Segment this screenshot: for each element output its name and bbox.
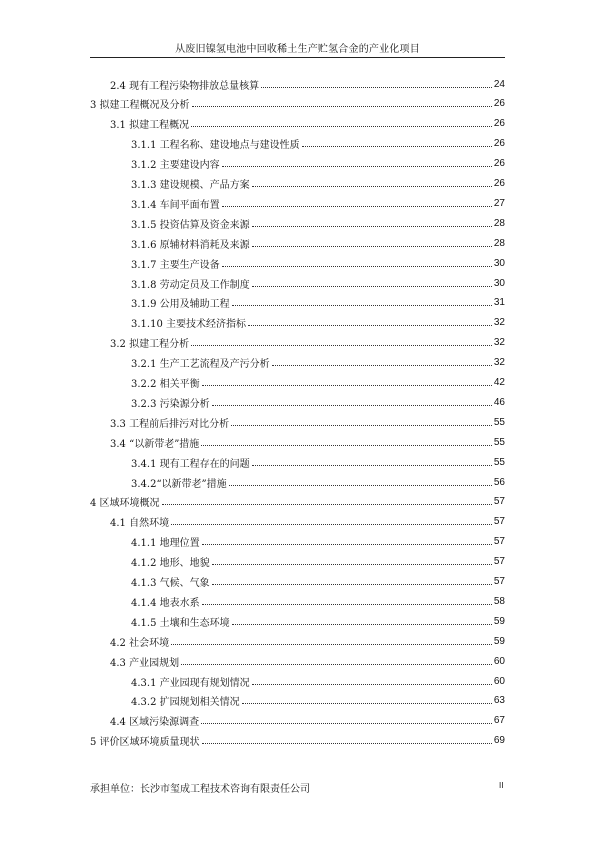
- toc-dot-leader: [252, 286, 492, 287]
- toc-dot-leader: [202, 604, 492, 605]
- toc-dot-leader: [248, 325, 492, 326]
- toc-entry-page: 60: [493, 675, 505, 687]
- toc-entry-page: 31: [493, 297, 505, 309]
- toc-entry-label: 4.2 社会环境: [110, 637, 170, 649]
- header-divider: [90, 57, 505, 58]
- toc-entry-label: 4.3.2 扩园规划相关情况: [131, 697, 240, 709]
- toc-dot-leader: [252, 465, 492, 466]
- toc-entry-label: 3.1.9 公用及辅助工程: [131, 299, 230, 311]
- toc-entry-label: 3.1.7 主要生产设备: [131, 259, 220, 271]
- toc-dot-leader: [192, 106, 492, 107]
- toc-entry-page: 24: [493, 78, 505, 90]
- toc-entry-page: 69: [493, 735, 505, 747]
- toc-entry[interactable]: [131, 273, 505, 293]
- toc-entry-label: 3.4.2“以新带老”措施: [131, 478, 227, 490]
- toc-dot-leader: [242, 703, 492, 704]
- toc-entry-page: 32: [493, 317, 505, 329]
- toc-dot-leader: [231, 425, 492, 426]
- toc-entry-page: 46: [493, 396, 505, 408]
- toc-entry-label: 3.1.6 原辅材料消耗及来源: [131, 239, 250, 251]
- toc-dot-leader: [232, 624, 492, 625]
- toc-entry-page: 26: [493, 178, 505, 189]
- toc-entry-label: 5 评价区域环境质量现状: [90, 737, 200, 749]
- toc-entry-page: 59: [493, 635, 505, 647]
- toc-entry[interactable]: [110, 711, 505, 731]
- toc-dot-leader: [202, 385, 492, 386]
- footer-company: 承担单位：长沙市玺成工程技术咨询有限责任公司: [90, 784, 310, 795]
- toc-entry-page: 28: [493, 217, 505, 229]
- toc-entry-label: 4.1.1 地理位置: [131, 538, 200, 550]
- toc-entry[interactable]: [131, 174, 505, 194]
- toc-entry-label: 3 拟建工程概况及分析: [90, 100, 190, 112]
- toc-dot-leader: [252, 186, 492, 187]
- toc-dot-leader: [229, 485, 492, 486]
- toc-entry-page: 58: [493, 595, 505, 607]
- toc-entry[interactable]: [131, 154, 505, 174]
- toc-entry[interactable]: [90, 94, 505, 114]
- toc-dot-leader: [252, 246, 492, 247]
- toc-dot-leader: [252, 226, 492, 227]
- toc-entry[interactable]: [131, 293, 505, 313]
- toc-entry[interactable]: [131, 591, 505, 611]
- toc-entry-page: 56: [493, 476, 505, 488]
- toc-entry-label: 3.1.10 主要技术经济指标: [131, 319, 246, 331]
- toc-dot-leader: [202, 743, 492, 744]
- toc-entry-page: 32: [493, 357, 505, 369]
- toc-entry[interactable]: [131, 213, 505, 233]
- toc-entry[interactable]: [110, 114, 505, 134]
- toc-dot-leader: [252, 684, 492, 685]
- toc-entry-page: 55: [493, 436, 505, 448]
- toc-entry-label: 3.1.8 劳动定员及工作制度: [131, 279, 250, 291]
- toc-entry-page: 30: [493, 257, 505, 269]
- toc-entry[interactable]: [131, 671, 505, 691]
- page-header-title: 从废旧镍氢电池中回收稀土生产贮氢合金的产业化项目: [175, 44, 420, 55]
- toc-entry-page: 55: [493, 456, 505, 468]
- toc-dot-leader: [191, 345, 492, 346]
- toc-dot-leader: [212, 584, 492, 585]
- toc-entry[interactable]: [110, 651, 505, 671]
- toc-entry-label: 4 区域环境概况: [90, 498, 160, 510]
- toc-entry[interactable]: [110, 631, 505, 651]
- toc-entry-page: 26: [493, 98, 505, 110]
- toc-dot-leader: [181, 664, 492, 665]
- toc-entry-label: 4.3 产业园规划: [110, 657, 180, 669]
- toc-entry-page: 57: [493, 496, 505, 508]
- toc-entry-page: 57: [493, 536, 505, 548]
- toc-dot-leader: [232, 305, 492, 306]
- toc-entry-label: 3.1.1 工程名称、建设地点与建设性质: [131, 140, 300, 152]
- toc-entry-page: 55: [493, 416, 505, 428]
- toc-entry-page: 67: [493, 715, 505, 727]
- toc-entry[interactable]: [131, 572, 505, 592]
- toc-entry-label: 3.4 “以新带老”措施: [110, 438, 200, 450]
- toc-entry[interactable]: [90, 731, 505, 751]
- toc-entry[interactable]: [110, 432, 505, 452]
- toc-entry[interactable]: [131, 472, 505, 492]
- toc-dot-leader: [202, 544, 492, 545]
- toc-entry-label: 3.1.5 投资估算及资金来源: [131, 219, 250, 231]
- toc-entry-label: 3.2.1 生产工艺流程及产污分析: [131, 359, 270, 371]
- toc-entry-label: 3.2.3 污染源分析: [131, 398, 210, 410]
- toc-dot-leader: [171, 524, 492, 525]
- toc-entry-label: 3.2 拟建工程分析: [110, 339, 190, 351]
- toc-entry[interactable]: [131, 552, 505, 572]
- toc-entry[interactable]: [131, 532, 505, 552]
- toc-dot-leader: [171, 644, 492, 645]
- toc-entry-label: 4.1.2 地形、地貌: [131, 558, 210, 570]
- toc-entry-label: 4.1.4 地表水系: [131, 597, 200, 609]
- toc-entry-label: 4.4 区域污染源调查: [110, 717, 200, 729]
- toc-dot-leader: [302, 146, 492, 147]
- toc-entry[interactable]: [131, 353, 505, 373]
- toc-entry-label: 2.4 现有工程污染物排放总量核算: [110, 80, 260, 92]
- toc-entry-page: 26: [493, 118, 505, 130]
- toc-entry[interactable]: [110, 333, 505, 353]
- toc-entry-page: 27: [493, 197, 505, 209]
- toc-entry[interactable]: [131, 452, 505, 472]
- toc-entry-page: 32: [493, 337, 505, 349]
- toc-entry-page: 26: [493, 158, 505, 170]
- toc-entry[interactable]: [131, 373, 505, 393]
- toc-dot-leader: [212, 405, 492, 406]
- toc-dot-leader: [222, 266, 492, 267]
- toc-entry-page: 30: [493, 277, 505, 289]
- toc-entry-page: 63: [493, 695, 505, 707]
- toc-entry[interactable]: [131, 611, 505, 631]
- toc-dot-leader: [261, 87, 492, 88]
- toc-dot-leader: [222, 206, 492, 207]
- toc-entry[interactable]: [131, 691, 505, 711]
- toc-entry-label: 3.1.3 建设规模、产品方案: [131, 180, 250, 191]
- toc-entry-page: 59: [493, 615, 505, 627]
- toc-entry[interactable]: [110, 412, 505, 432]
- toc-entry-page: 57: [493, 576, 505, 587]
- toc-entry[interactable]: [131, 253, 505, 273]
- toc-entry-label: 3.1.4 车间平面布置: [131, 199, 220, 211]
- toc-entry-page: 60: [493, 655, 505, 667]
- toc-dot-leader: [162, 504, 492, 505]
- toc-entry-page: 42: [493, 377, 505, 388]
- toc-entry[interactable]: [90, 492, 505, 512]
- toc-entry-label: 4.3.1 产业园现有规划情况: [131, 677, 250, 689]
- toc-dot-leader: [272, 365, 492, 366]
- toc-entry-label: 3.4.1 现有工程存在的问题: [131, 458, 250, 470]
- toc-dot-leader: [212, 564, 492, 565]
- toc-entry-label: 4.1.5 土壤和生态环境: [131, 617, 230, 629]
- toc-dot-leader: [222, 166, 492, 167]
- toc-entry[interactable]: [131, 134, 505, 154]
- toc-entry-label: 4.1 自然环境: [110, 518, 170, 530]
- toc-entry-page: 28: [493, 237, 505, 249]
- toc-entry[interactable]: [110, 74, 505, 94]
- toc-entry[interactable]: [131, 193, 505, 213]
- toc-entry-label: 3.3 工程前后排污对比分析: [110, 418, 230, 430]
- footer-page-number: II: [499, 781, 504, 790]
- toc-entry[interactable]: [131, 392, 505, 412]
- toc-entry-label: 4.1.3 气候、气象: [131, 578, 210, 589]
- toc-entry[interactable]: [131, 313, 505, 333]
- toc-dot-leader: [191, 126, 492, 127]
- toc-dot-leader: [201, 445, 492, 446]
- toc-entry-page: 26: [493, 138, 505, 150]
- toc-entry-page: 57: [493, 516, 505, 528]
- toc-entry[interactable]: [110, 512, 505, 532]
- toc-entry-label: 3.2.2 相关平衡: [131, 379, 200, 390]
- toc-dot-leader: [201, 723, 492, 724]
- toc-entry-page: 57: [493, 556, 505, 568]
- toc-entry-label: 3.1 拟建工程概况: [110, 120, 190, 132]
- toc-entry[interactable]: [131, 233, 505, 253]
- toc-entry-label: 3.1.2 主要建设内容: [131, 160, 220, 172]
